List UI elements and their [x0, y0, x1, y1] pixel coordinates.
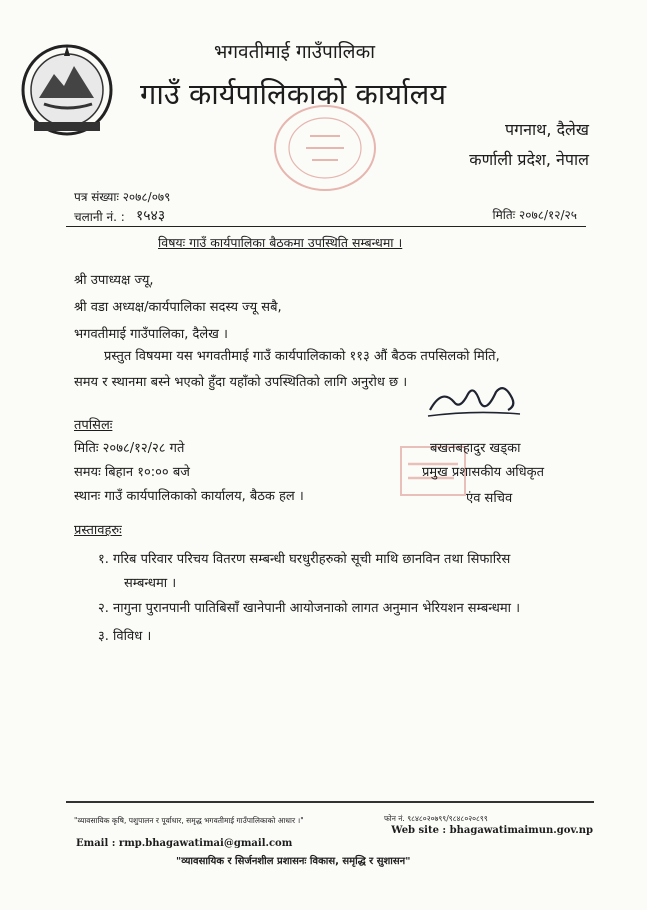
signatory-name: बखतबहादुर खड्का: [430, 441, 521, 456]
nepal-emblem-icon: [14, 38, 120, 138]
meeting-place: स्थानः गाउँ कार्यपालिकाको कार्यालय, बैठक हल ।: [74, 489, 304, 504]
meeting-time: समयः बिहान १०:०० बजे: [74, 465, 190, 480]
agenda-item: ३. विविध ।: [98, 629, 152, 644]
footer-phone: फोन नं. ९८४८०२०७९९/९८४८०२०८९९: [384, 814, 488, 823]
footer-quote: "व्यावसायिक कृषि, पशुपालन र पूर्वाधार, समृद्ध भगवतीमाई गाउँपालिकाको आधार ।": [74, 816, 304, 825]
agenda-title: प्रस्तावहरुः: [74, 523, 122, 538]
signatory-role: एंव सचिव: [466, 491, 513, 506]
address-line-1: पगनाथ, दैलेख: [505, 120, 589, 139]
footer-email: Email : rmp.bhagawatimai@gmail.com: [76, 838, 293, 849]
footer-divider: [66, 801, 594, 803]
agenda-item-continuation: सम्बन्धमा ।: [124, 576, 177, 591]
signatory-title: प्रमुख प्रशासकीय अधिकृत: [422, 465, 545, 480]
agenda-item: २. नागुना पुरानपानी पातिबिसाँ खानेपानी आयोजनाको लागत अनुमान भेरियशन सम्बन्धमा ।: [98, 601, 521, 616]
divider: [66, 226, 586, 227]
body-paragraph-line: समय र स्थानमा बस्ने भएको हुँदा यहाँको उपस्थितिको लागि अनुरोध छ ।: [74, 375, 408, 390]
dispatch-number: १५४३: [136, 208, 166, 224]
footer-website: Web site : bhagawatimaimun.gov.np: [391, 825, 593, 836]
body-paragraph-line: प्रस्तुत विषयमा यस भगवतीमाई गाउँ कार्यपालिकाको ११३ औं बैठक तपसिलको मिति,: [104, 349, 500, 364]
schedule-title: तपसिलः: [74, 418, 113, 433]
dispatch-label: चलानी नं. :: [74, 210, 125, 224]
letter-date: मितिः २०७८/१२/२५: [492, 208, 577, 222]
office-title: गाउँ कार्यपालिकाको कार्यालय: [140, 77, 447, 111]
recipient-line: श्री वडा अध्यक्ष/कार्यपालिका सदस्य ज्यू सबै,: [74, 300, 282, 315]
signature-icon: [424, 380, 524, 424]
meeting-date: मितिः २०७८/१२/२८ गते: [74, 441, 185, 456]
address-line-2: कर्णाली प्रदेश, नेपाल: [469, 150, 589, 169]
footer-slogan: "व्यावसायिक र सिर्जनशील प्रशासनः विकास, समृद्धि र सुशासन": [176, 856, 411, 867]
subject-line: विषयः गाउँ कार्यपालिका बैठकमा उपस्थिति सम्बन्धमा ।: [158, 235, 403, 250]
recipient-line: श्री उपाध्यक्ष ज्यू,: [74, 273, 154, 288]
reference-number: पत्र संख्याः २०७८/०७९: [74, 190, 171, 204]
agenda-item: १. गरिब परिवार परिचय वितरण सम्बन्धी घरधुरीहरुको सूची माथि छानविन तथा सिफारिस: [98, 552, 511, 567]
recipient-line: भगवतीमाई गाउँपालिका, दैलेख ।: [74, 327, 228, 342]
municipality-name: भगवतीमाई गाउँपालिका: [214, 41, 376, 63]
office-stamp-icon: [270, 100, 380, 196]
